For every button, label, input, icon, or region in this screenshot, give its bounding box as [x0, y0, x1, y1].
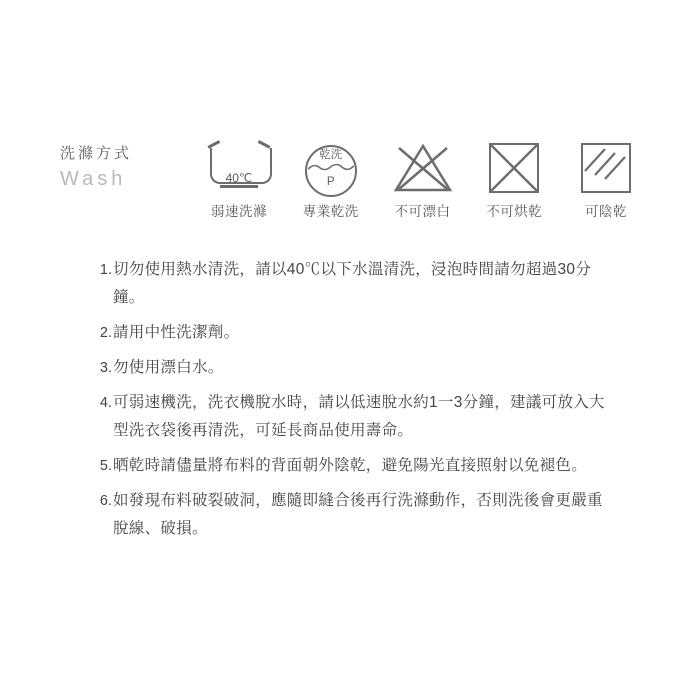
list-item-text: 勿使用漂白水。: [113, 359, 224, 376]
care-symbol-caption: 弱速洗滌: [211, 204, 267, 219]
do-not-tumble-dry-icon: [481, 140, 547, 192]
dry-clean-wave: [308, 163, 354, 172]
diagonal-lines-glyph: [583, 145, 629, 191]
header-row: [60, 140, 650, 236]
care-symbol-dry-clean: [287, 140, 375, 220]
list-item-text: 可弱速機洗，洗衣機脫水時，請以低速脫水約1一3分鐘，建議可放入大型洗衣袋後再清洗，可延長商品使用壽命。: [113, 394, 605, 439]
do-not-bleach-icon: [390, 140, 456, 192]
list-item-number: 4.: [99, 395, 112, 411]
list-item-text: 晒乾時請儘量將布料的背面朝外陰乾，避免陽光直接照射以免褪色。: [113, 457, 588, 474]
dry-in-shade-icon: [573, 140, 639, 192]
care-symbol-caption: 可陰乾: [585, 204, 627, 219]
list-item-number: 2.: [99, 325, 112, 341]
list-item: [94, 319, 614, 347]
list-item: [94, 256, 614, 312]
care-symbol-no-bleach: [379, 140, 467, 220]
list-item-number: 6.: [99, 493, 112, 509]
list-item-text: 如發現布料破裂破洞，應隨即縫合後再行洗滌動作，否則洗後會更嚴重脫線、破損。: [113, 492, 603, 537]
dry-clean-top-label: 乾洗: [319, 149, 343, 161]
gentle-wash-underline: [220, 185, 258, 188]
list-item: [94, 389, 614, 445]
wave-glyph: [308, 163, 354, 172]
wash-temperature-label: 40℃: [225, 171, 253, 185]
care-symbol-dry-in-shade: [562, 140, 650, 220]
no-bleach-shape: [393, 143, 453, 193]
list-item-number: 5.: [99, 458, 112, 474]
list-item-text: 切勿使用熱水清洗，請以40℃以下水溫清洗，浸泡時間請勿超過30分鐘。: [113, 261, 592, 306]
care-symbol-row: [195, 140, 650, 220]
care-symbol-gentle-wash: [195, 140, 283, 220]
cross-glyph: [481, 140, 547, 192]
dry-clean-bottom-label: P: [326, 176, 335, 188]
professional-dry-clean-icon: [298, 140, 364, 192]
instruction-list: [94, 256, 614, 550]
gentle-wash-icon: [206, 140, 272, 192]
list-item: [94, 452, 614, 480]
list-item: [94, 487, 614, 543]
list-item: [94, 354, 614, 382]
dry-in-shade-square-shape: [581, 143, 631, 193]
list-item-number: 3.: [99, 360, 112, 376]
list-item-text: 請用中性洗潔劑。: [113, 324, 240, 341]
page-title-en: Wash: [60, 168, 127, 190]
list-item-number: 1.: [99, 262, 112, 278]
care-symbol-caption: 不可漂白: [394, 204, 451, 219]
care-symbol-caption: 不可烘乾: [486, 204, 543, 219]
triangle-cross-glyph: [393, 143, 453, 193]
care-symbol-no-tumble-dry: [470, 140, 558, 220]
page-title-cn: 洗滌方式: [60, 145, 133, 162]
care-symbol-caption: 專業乾洗: [302, 204, 359, 219]
page-title: [60, 144, 185, 192]
